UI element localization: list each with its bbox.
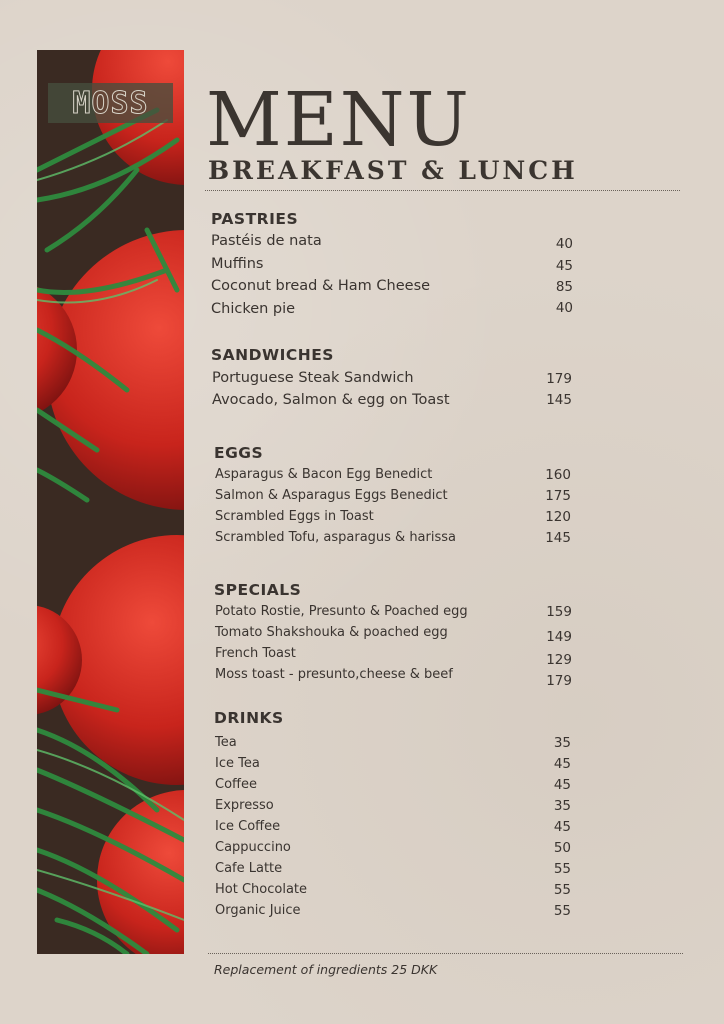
menu-item-name: Ice Tea (215, 756, 260, 771)
menu-item-name: Salmon & Asparagus Eggs Benedict (215, 488, 448, 503)
menu-item-name: Organic Juice (215, 903, 301, 918)
menu-item-price: 35 (553, 798, 571, 814)
section-title: PASTRIES (211, 210, 299, 228)
menu-item-price: 145 (546, 392, 572, 408)
menu-item-name: Potato Rostie, Presunto & Poached egg (215, 604, 468, 619)
menu-item-price: 129 (546, 652, 572, 668)
menu-item-name: Coffee (215, 777, 257, 792)
menu-item-name: Scrambled Eggs in Toast (215, 509, 374, 524)
menu-item-name: Expresso (215, 798, 274, 813)
menu-item-name: Tomato Shakshouka & poached egg (215, 625, 448, 640)
menu-item-price: 45 (553, 756, 571, 772)
footer-divider (208, 953, 683, 954)
menu-item-name: Hot Chocolate (215, 882, 308, 897)
menu-item-name: Scrambled Tofu, asparagus & harissa (215, 530, 456, 545)
tomato-illustration (37, 50, 184, 954)
menu-item-name: Avocado, Salmon & egg on Toast (212, 392, 450, 408)
menu-item-price: 40 (555, 300, 573, 316)
footer-note: Replacement of ingredients 25 DKK (214, 962, 438, 977)
section-title: SANDWICHES (211, 346, 334, 364)
menu-item-price: 55 (553, 882, 571, 898)
menu-item-price: 159 (546, 604, 572, 620)
menu-item-name: Asparagus & Bacon Egg Benedict (215, 467, 433, 482)
menu-item-name: Portuguese Steak Sandwich (212, 370, 414, 386)
menu-item-price: 175 (545, 488, 571, 504)
menu-item-price: 120 (545, 509, 571, 525)
menu-item-price: 179 (546, 371, 572, 387)
section-title: DRINKS (214, 709, 284, 727)
menu-item-price: 55 (553, 861, 571, 877)
menu-item-price: 40 (555, 236, 573, 252)
menu-title: MENU (206, 77, 471, 163)
menu-item-price: 179 (546, 673, 572, 689)
menu-item-price: 55 (553, 903, 571, 919)
menu-item-name: Cafe Latte (215, 861, 283, 876)
menu-item-price: 85 (555, 279, 573, 295)
menu-item-name: Cappuccino (215, 840, 291, 855)
menu-item-name: Moss toast - presunto,cheese & beef (215, 667, 453, 682)
menu-item-price: 50 (553, 840, 571, 856)
menu-item-name: Ice Coffee (215, 819, 281, 834)
menu-item-price: 45 (553, 777, 571, 793)
menu-item-name: Coconut bread & Ham Cheese (211, 278, 431, 294)
menu-item-price: 45 (555, 258, 573, 274)
menu-item-price: 145 (545, 530, 571, 546)
menu-item-name: Muffins (211, 256, 264, 272)
section-title: SPECIALS (214, 581, 302, 599)
menu-item-price: 45 (553, 819, 571, 835)
header-divider (205, 190, 680, 191)
section-title: EGGS (214, 444, 264, 462)
menu-item-name: Chicken pie (211, 301, 296, 317)
menu-item-name: Tea (215, 735, 237, 750)
menu-item-price: 160 (545, 467, 571, 483)
logo-text: MOSS (72, 85, 149, 121)
menu-item-name: French Toast (215, 646, 296, 661)
menu-item-name: Pastéis de nata (211, 233, 322, 249)
menu-subtitle: BREAKFAST & LUNCH (208, 156, 578, 185)
moss-logo (48, 83, 173, 123)
menu-item-price: 35 (553, 735, 571, 751)
tomato-photo (37, 50, 184, 954)
menu-item-price: 149 (546, 629, 572, 645)
